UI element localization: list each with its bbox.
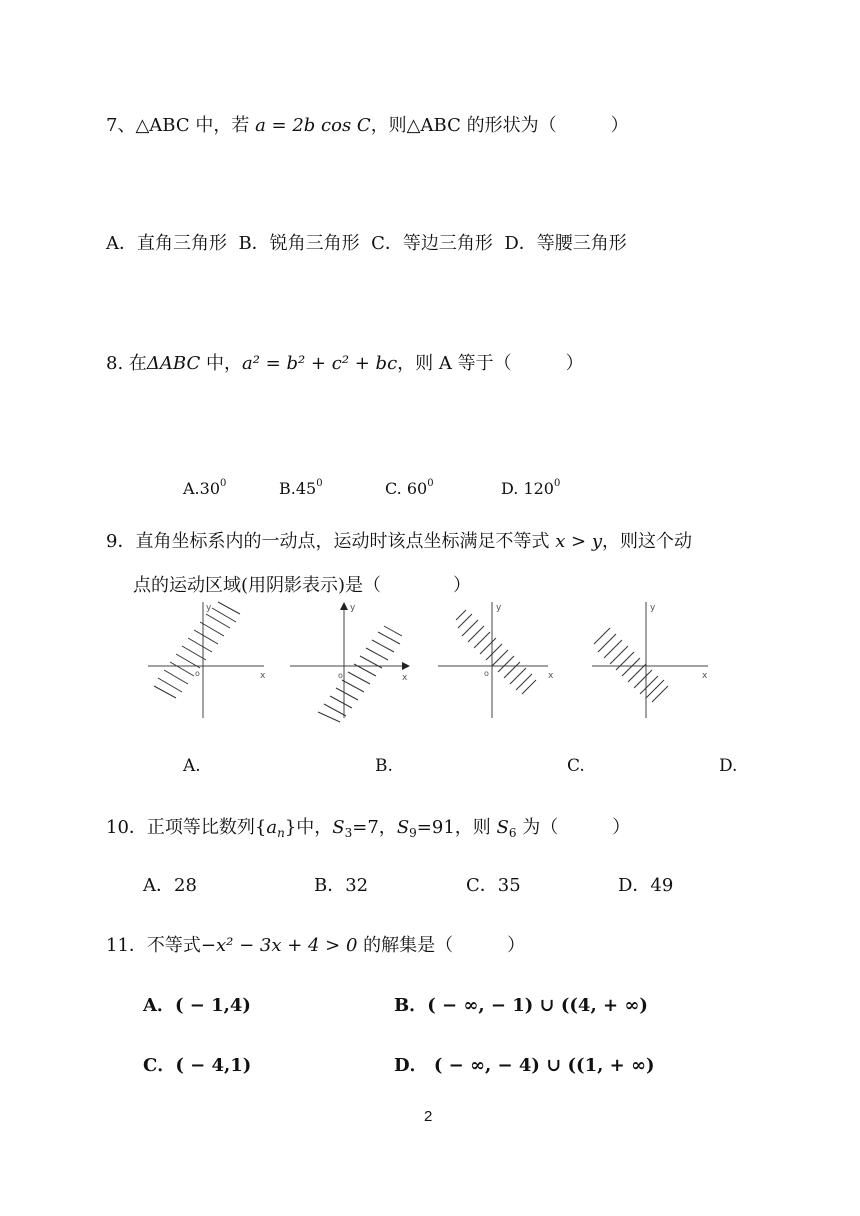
question-7-options (106, 232, 627, 256)
question-10-option-c: C．35 (466, 875, 521, 896)
figure-b-y-arrow (340, 602, 348, 610)
question-9-formula: x > y (555, 531, 603, 552)
question-11-option-d: D． ( − ∞, − 4) ∪ ((1, + ∞) (394, 1055, 655, 1076)
question-11-option-a: A．( − 1,4) (143, 995, 251, 1016)
question-10-option-d: D．49 (618, 875, 674, 896)
question-8-option-c: C. $60^0$ (385, 478, 434, 498)
figure-a-hatching (154, 602, 240, 698)
question-8-option-a: $A.30^0$ (183, 478, 227, 498)
figure-d-label: D. (719, 756, 738, 776)
figure-b-hatching (318, 626, 402, 722)
question-9-line-2: 点的运动区域(用阴影表示)是（ ） (133, 575, 472, 596)
question-7-text-pre: △ABC 中，若 (135, 115, 256, 136)
question-11: 11．不等式−x² − 3x + 4 > 0 的解集是（ ） (106, 935, 526, 956)
question-7-number: 7、 (106, 115, 136, 136)
page-number: 2 (424, 1108, 433, 1125)
figure-c-label: C. (567, 756, 585, 776)
question-10-option-a: A．28 (143, 875, 197, 896)
figure-d-y-label: y (650, 603, 656, 613)
question-9-line-1: 9．直角坐标系内的一动点，运动时该点坐标满足不等式 x > y，则这个动 (106, 531, 693, 552)
figure-b-origin: o (338, 671, 343, 680)
figure-b (288, 598, 418, 728)
figure-b-y-label: y (350, 603, 356, 613)
question-10-option-b: B．32 (314, 875, 369, 896)
question-7-formula: a = 2b cos C (255, 115, 371, 136)
question-7 (106, 114, 629, 138)
question-11-number: 11． (106, 935, 147, 956)
figure-d (590, 598, 720, 728)
question-7-option-b: B．锐角三角形 (238, 233, 360, 254)
figure-a-y-label: y (206, 603, 212, 613)
figure-c-origin: o (484, 669, 489, 678)
figure-d-hatching (594, 628, 668, 702)
question-7-text-post: ，则△ABC 的形状为（ ） (370, 115, 629, 136)
figure-b-x-arrow (402, 662, 410, 670)
question-8-number: 8. (106, 353, 124, 374)
question-11-option-c: C．( − 4,1) (143, 1055, 252, 1076)
question-9-number: 9． (106, 531, 136, 552)
figure-b-label: B. (375, 756, 393, 776)
figure-a-origin: o (195, 669, 200, 678)
figure-a (146, 598, 276, 728)
question-8-triangle: ΔABC (146, 353, 201, 374)
question-8-text-mid: 中， (200, 353, 242, 374)
question-11-formula: −x² − 3x + 4 > 0 (200, 935, 358, 956)
question-8-text-post: ，则 A 等于（ ） (397, 353, 584, 374)
question-8-text-pre: 在 (128, 353, 147, 374)
question-7-option-d: D．等腰三角形 (504, 233, 627, 254)
question-8 (106, 352, 584, 376)
question-8-formula: a² = b² + c² + bc (242, 353, 398, 374)
question-8-option-d: D. $120^0$ (501, 478, 561, 498)
question-8-option-b: $B.45^0$ (279, 478, 323, 498)
figure-c-x-label: x (548, 671, 554, 681)
question-10: 10．正项等比数列$\{a_n\}$中，$S_3=7$，$S_9=91$，则 $S_6$ 为（ ） (106, 817, 631, 840)
figure-c (436, 598, 566, 728)
question-7-option-a: A．直角三角形 (106, 233, 227, 254)
figure-c-hatching (456, 610, 536, 694)
figure-c-y-label: y (496, 603, 502, 613)
figure-a-x-label: x (260, 671, 266, 681)
question-11-option-b: B．( − ∞, − 1) ∪ ((4, + ∞) (394, 995, 648, 1016)
question-7-option-c: C．等边三角形 (371, 233, 493, 254)
figure-b-x-label: x (402, 673, 408, 683)
figure-d-x-label: x (702, 671, 708, 681)
question-10-number: 10． (106, 817, 147, 838)
figure-a-label: A. (183, 756, 201, 776)
